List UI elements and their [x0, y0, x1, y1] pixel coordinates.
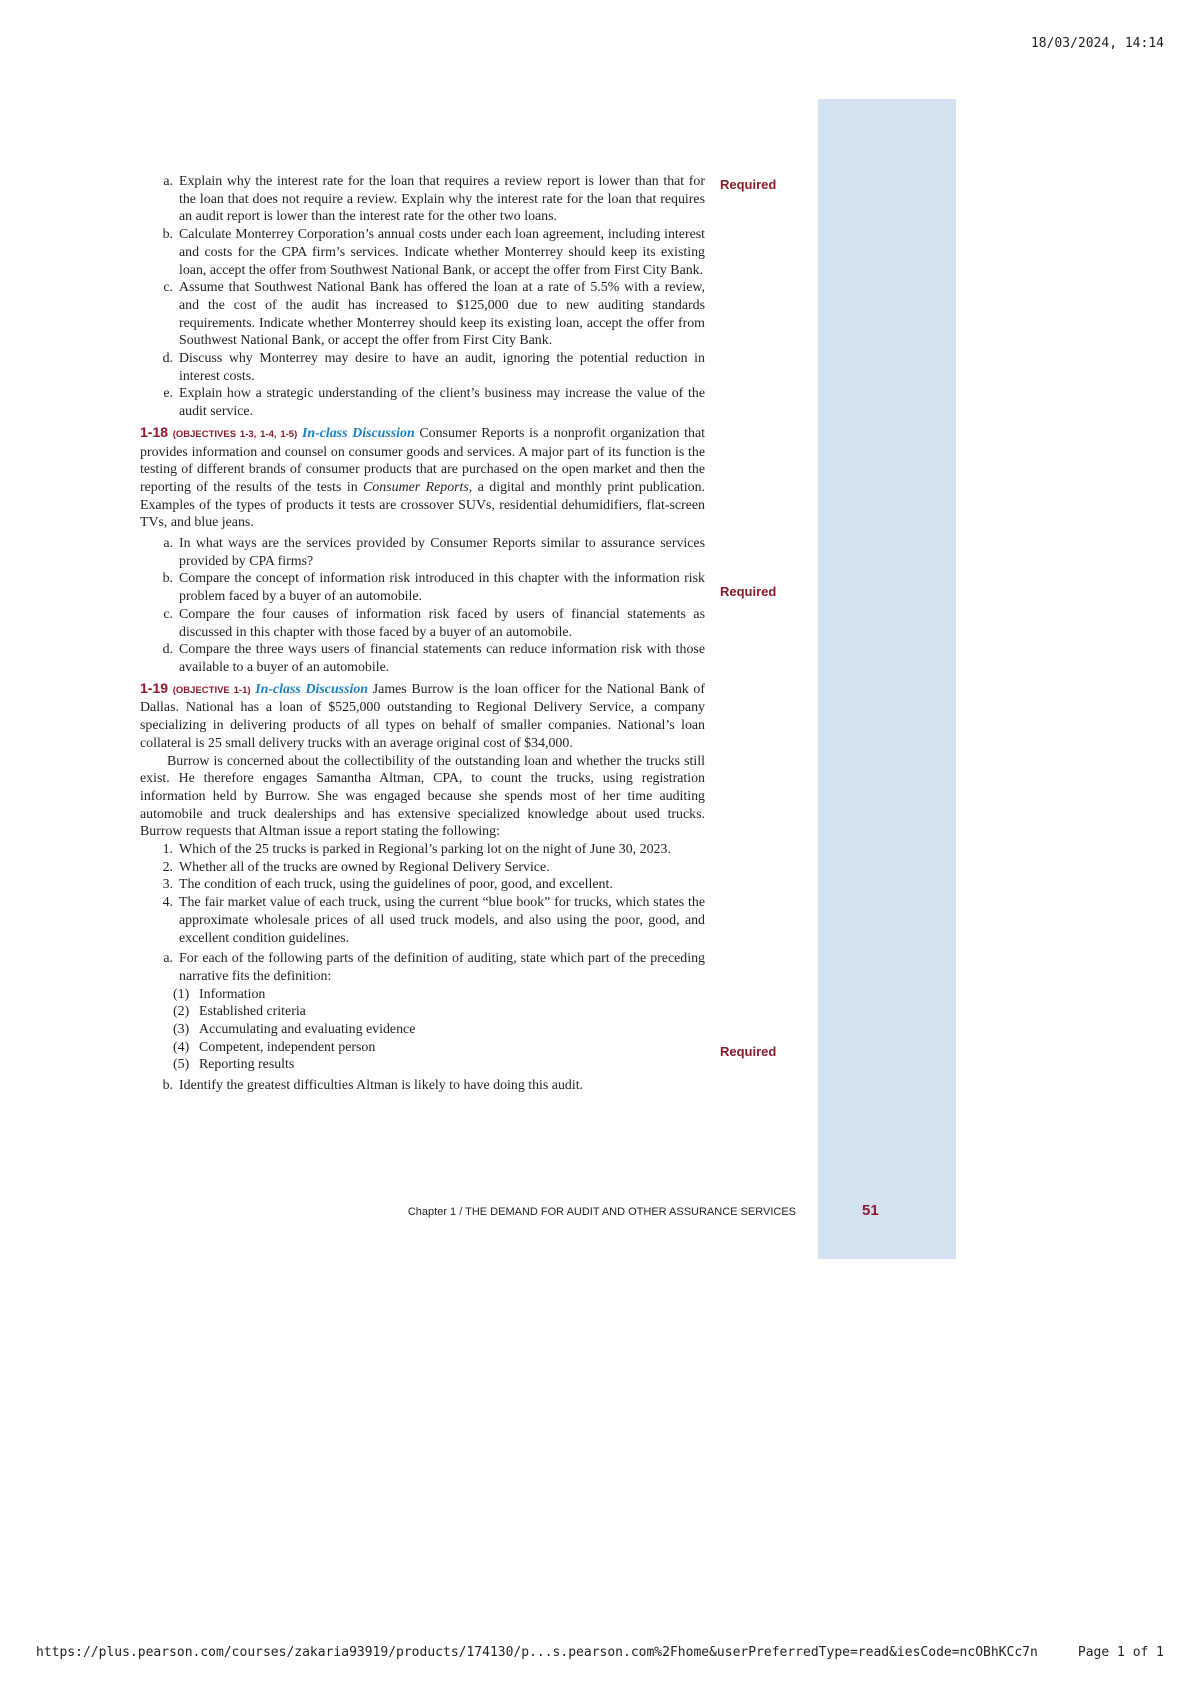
list-item: a. In what ways are the services provided by Consumer Reports similar to assurance services provided by CPA firms?	[163, 536, 705, 569]
numbered-item: 4. The fair market value of each truck, using the current “blue book” for trucks, which states the approximate wholesale prices of all used truck models, and also using the poor, good, and excellent condition guidelines.	[162, 895, 705, 946]
problem-1-19-paragraph: Burrow is concerned about the collectibility of the outstanding loan and whether the trucks still exist. He therefore engages Samantha Altman, CPA, to count the trucks, using registration information held by Burrow. She was engaged because she spends most of her time auditing automobile and truck dealerships and has extensive specialized knowledge about used trucks. Burrow requests that Altman issue a report stating the following:	[140, 753, 705, 840]
sub-item: (4) Competent, independent person	[173, 1039, 376, 1055]
numbered-item: 2. Whether all of the trucks are owned by Regional Delivery Service.	[162, 859, 550, 875]
page-number: 51	[862, 1202, 879, 1219]
numbered-item: 3. The condition of each truck, using the guidelines of poor, good, and excellent.	[162, 877, 613, 893]
problem-number: 1-19	[140, 679, 169, 696]
problem-number: 1-18	[140, 423, 169, 440]
print-footer	[36, 1645, 1164, 1660]
in-class-discussion-tag: In-class Discussion	[255, 681, 369, 697]
sub-item: (1) Information	[173, 986, 266, 1002]
chapter-running-footer: Chapter 1 / THE DEMAND FOR AUDIT AND OTHER ASSURANCE SERVICES	[407, 1206, 796, 1218]
required-label: Required	[720, 177, 777, 192]
sub-item: (5) Reporting results	[173, 1057, 295, 1073]
required-label: Required	[720, 584, 777, 599]
problem-1-18-intro: 1-18 (OBJECTIVES 1-3, 1-4, 1-5) In-class Discussion Consumer Reports is a nonprofit organization that provides information and counsel on consumer goods and services. A major part of its function is the testing of different brands of consumer products that are purchased on the open market and then the reporting of the results of the tests in Consumer Reports, a digital and monthly print publication. Examples of the types of products it tests are crossover SUVs, residential dehumidifiers, flat-screen TVs, and blue jeans.	[140, 423, 705, 531]
list-item: d. Discuss why Monterrey may desire to have an audit, ignoring the potential reduction in interest costs.	[162, 351, 705, 384]
list-item: c. Compare the four causes of information risk faced by users of financial statements as discussed in this chapter with those faced by a buyer of an automobile.	[163, 606, 705, 640]
list-item: a. For each of the following parts of the definition of auditing, state which part of the preceding narrative fits the definition:	[163, 951, 705, 984]
margin-sidebar	[818, 99, 956, 1259]
list-item: e. Explain how a strategic understanding of the client’s business may increase the value of the audit service.	[163, 386, 705, 420]
print-datetime: 18/03/2024, 14:14	[1030, 36, 1164, 51]
sub-item: (3) Accumulating and evaluating evidence	[173, 1022, 416, 1038]
objectives-tag: (OBJECTIVES 1-3, 1-4, 1-5)	[172, 428, 298, 440]
print-url: https://plus.pearson.com/courses/zakaria93919/products/174130/p...s.pearson.com%2Fhome&userPreferredType=read&iesCode=ncOBhKCc7n	[36, 1645, 1038, 1660]
print-page-count: Page 1 of 1	[1077, 1645, 1164, 1660]
problem-1-19-intro: 1-19 (OBJECTIVE 1-1) In-class Discussion James Burrow is the loan officer for the National Bank of Dallas. National has a loan of $525,000 outstanding to Regional Delivery Service, a company specializing in delivering products of all types on behalf of smaller companies. National’s loan collateral is 25 small delivery trucks with an average original cost of $34,000.	[140, 679, 705, 751]
list-item: a. Explain why the interest rate for the loan that requires a review report is lower than that for the loan that does not require a review. Explain why the interest rate for the loan that requires an audit report is lower than the interest rate for the other two loans.	[163, 174, 705, 225]
numbered-item: 1. Which of the 25 trucks is parked in Regional’s parking lot on the night of June 30, 2023.	[162, 842, 671, 858]
list-item: c. Assume that Southwest National Bank has offered the loan at a rate of 5.5% with a review, and the cost of the audit has increased to $125,000 due to new auditing standards requirements. Indicate whether Monterrey should keep its existing loan, accept the offer from Southwest National Bank, or accept the offer from First City Bank.	[163, 280, 705, 349]
objectives-tag: (OBJECTIVE 1-1)	[172, 684, 251, 696]
sub-item: (2) Established criteria	[173, 1004, 306, 1020]
list-item: b. Calculate Monterrey Corporation’s annual costs under each loan agreement, including interest and costs for the CPA firm’s services. Indicate whether Monterrey should keep its existing loan, accept the offer from Southwest National Bank, or accept the offer from First City Bank.	[162, 227, 705, 278]
list-item: b. Identify the greatest difficulties Altman is likely to have doing this audit.	[162, 1078, 584, 1094]
page-content	[140, 173, 705, 1095]
in-class-discussion-tag: In-class Discussion	[301, 425, 415, 441]
list-item: b. Compare the concept of information risk introduced in this chapter with the information risk problem faced by a buyer of an automobile.	[162, 571, 705, 605]
required-label: Required	[720, 1044, 777, 1059]
list-item: d. Compare the three ways users of financial statements can reduce information risk with those available to a buyer of an automobile.	[162, 642, 705, 675]
